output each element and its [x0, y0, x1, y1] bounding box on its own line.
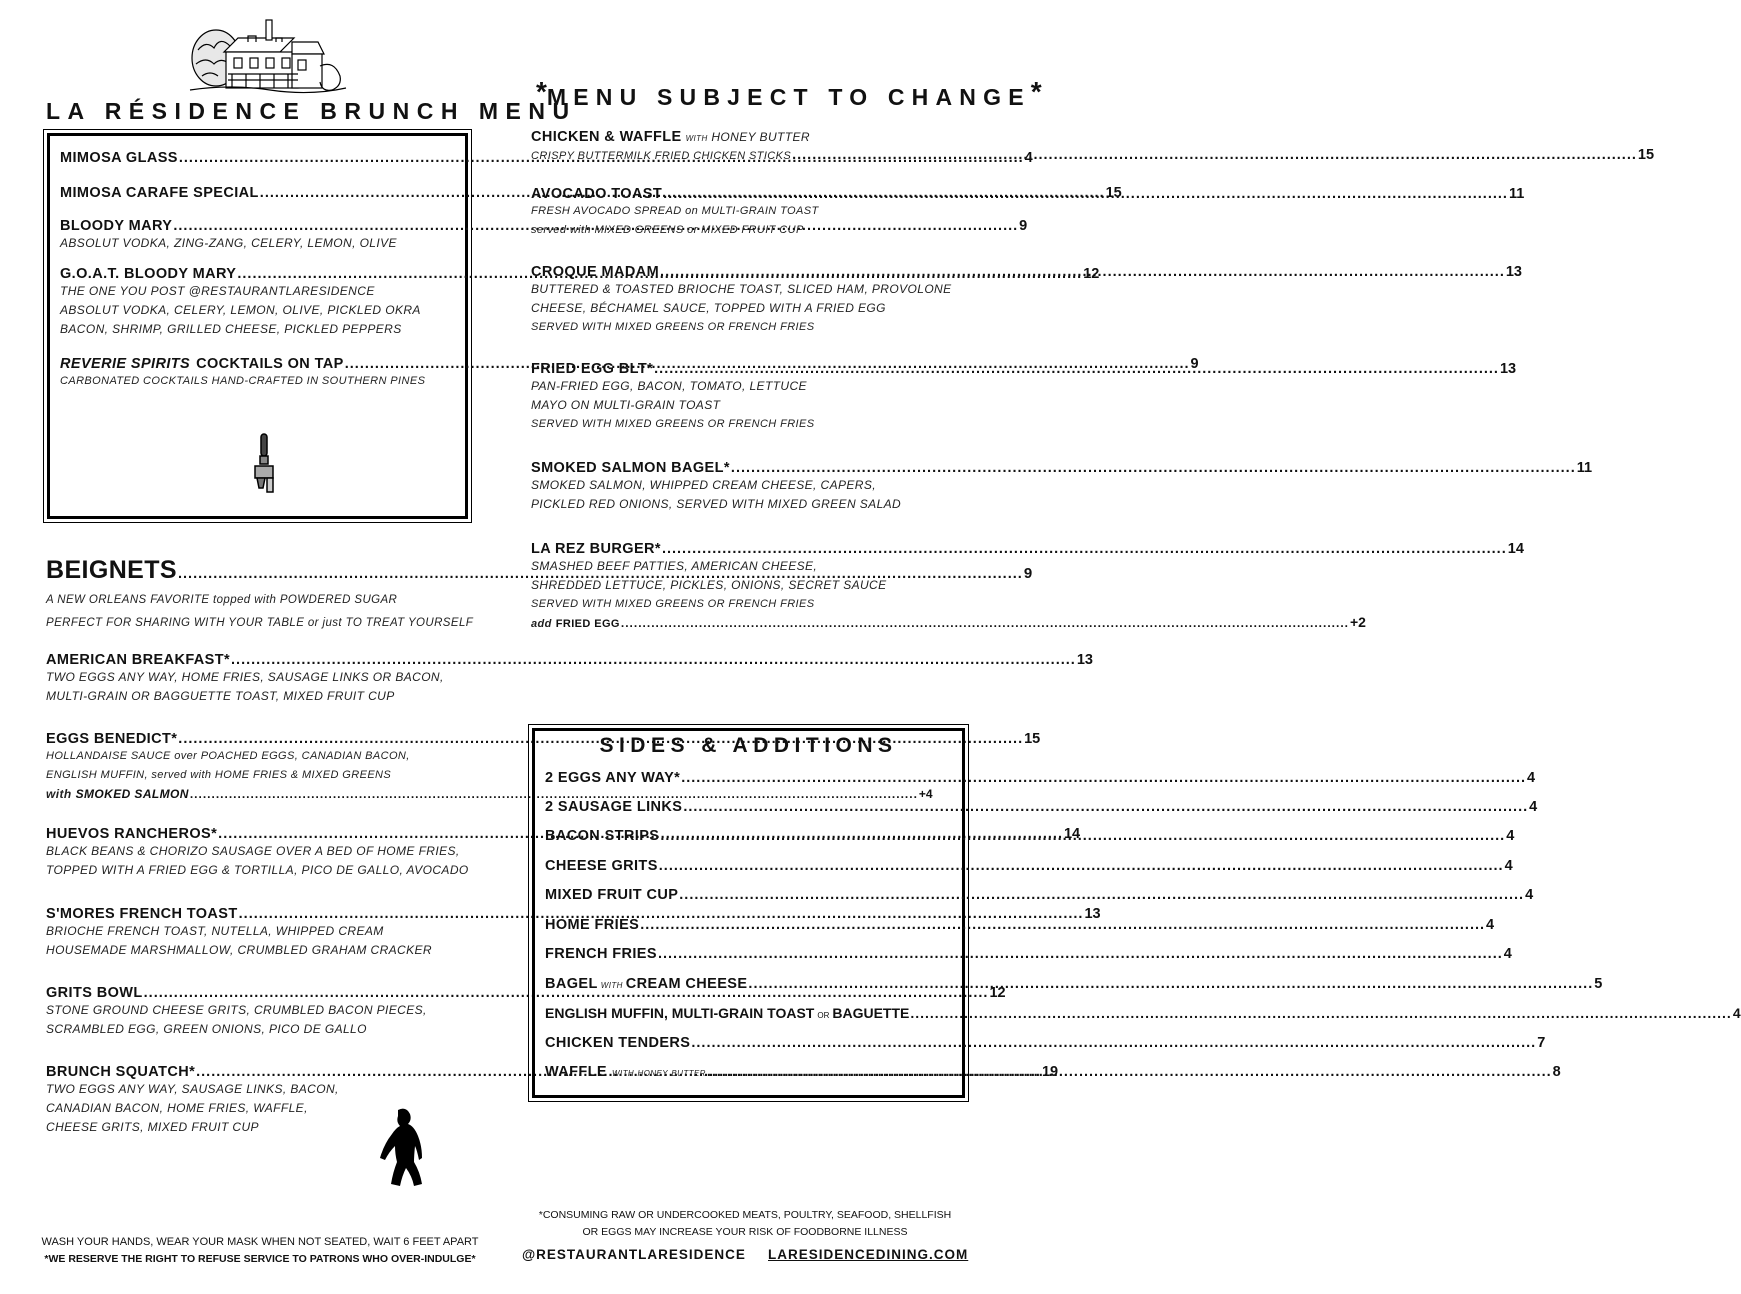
item-description: ABSOLUT VODKA, ZING-ZANG, CELERY, LEMON, OLIVE [60, 236, 397, 250]
item-name: AMERICAN BREAKFAST* [46, 652, 231, 668]
addon-name: FRIED EGG [555, 618, 620, 630]
item-description: TWO EGGS ANY WAY, SAUSAGE LINKS, BACON, [46, 1082, 339, 1096]
item-description: THE ONE YOU POST @RESTAURANTLARESIDENCE [60, 284, 375, 298]
side-name: ENGLISH MUFFIN, MULTI-GRAIN TOAST [545, 1005, 815, 1021]
leader-dots [910, 1005, 1731, 1021]
item-description: PERFECT FOR SHARING WITH YOUR TABLE or just TO TREAT YOURSELF [46, 617, 474, 629]
item-price: 14 [1063, 826, 1081, 842]
side-name: 2 EGGS ANY WAY* [545, 770, 681, 786]
menu-item [531, 128, 1655, 166]
item-name: BRUNCH SQUATCH* [46, 1064, 196, 1080]
footer-disclaimer-line: *CONSUMING RAW OR UNDERCOOKED MEATS, POULTRY, SEAFOOD, SHELLFISH [538, 1209, 952, 1221]
notice-star-right: * [1030, 76, 1042, 107]
item-name: BEIGNETS [46, 556, 177, 584]
menu-item [531, 361, 1517, 434]
leader-dots [663, 186, 1508, 202]
social-handle: @RESTAURANTLARESIDENCE [522, 1247, 746, 1262]
item-name: EGGS BENEDICT* [46, 731, 178, 747]
side-price: 4 [1732, 1005, 1741, 1021]
side-name-end: BAGUETTE [832, 1005, 910, 1021]
menu-item [531, 460, 1593, 514]
leader-dots [660, 264, 1505, 280]
side-price: 4 [1503, 946, 1512, 962]
side-item [545, 946, 1512, 962]
side-item [545, 1005, 1741, 1021]
item-description: TWO EGGS ANY WAY, HOME FRIES, SAUSAGE LINKS OR BACON, [46, 670, 444, 684]
side-price: 4 [1525, 887, 1534, 903]
item-description: PAN-FRIED EGG, BACON, TOMATO, LETTUCE [531, 379, 807, 393]
item-description: SCRAMBLED EGG, GREEN ONIONS, PICO DE GALLO [46, 1022, 367, 1036]
item-price: 11 [1508, 186, 1525, 202]
side-item [545, 887, 1534, 903]
item-price: 13 [1505, 264, 1522, 280]
side-price: 4 [1486, 917, 1495, 933]
item-description: SERVED WITH MIXED GREENS OR FRENCH FRIES [531, 598, 815, 610]
leader-dots [748, 976, 1593, 992]
menu-title: LA RÉSIDENCE BRUNCH MENU [46, 98, 577, 124]
footer-disclaimer [520, 1207, 970, 1241]
addon-price: +4 [918, 787, 933, 801]
menu-change-notice [536, 76, 1042, 111]
addon-name: SMOKED SALMON [75, 787, 189, 801]
item-description: CRISPY BUTTERMILK FRIED CHICKEN STICKS [531, 150, 792, 162]
footer-policy-line: *WE RESERVE THE RIGHT TO REFUSE SERVICE TO PATRONS WHO OVER-INDULGE* [44, 1253, 476, 1265]
side-price: 4 [1506, 828, 1515, 844]
leader-dots [621, 616, 1349, 630]
footer-policy-line: WASH YOUR HANDS, WEAR YOUR MASK WHEN NOT SEATED, WAIT 6 FEET APART [41, 1236, 479, 1248]
leader-dots [792, 147, 1637, 163]
item-price: 12 [989, 985, 1006, 1001]
item-name: BLOODY MARY [60, 218, 173, 234]
item-description: ABSOLUT VODKA, CELERY, LEMON, OLIVE, PICKLED OKRA [60, 303, 421, 317]
item-name: AVOCADO TOAST [531, 186, 663, 202]
side-name: BAGEL [545, 976, 598, 992]
item-name: CROQUE MADAM [531, 264, 660, 280]
item-description: SMASHED BEEF PATTIES, AMERICAN CHEESE, [531, 559, 818, 573]
menu-item [46, 652, 1093, 706]
item-price: 12 [1083, 266, 1100, 282]
addon-price: +2 [1349, 614, 1366, 630]
leader-dots [640, 917, 1485, 933]
item-description: BUTTERED & TOASTED BRIOCHE TOAST, SLICED HAM, PROVOLONE [531, 282, 952, 296]
item-description: BRIOCHE FRENCH TOAST, NUTELLA, WHIPPED CREAM [46, 924, 384, 938]
item-description: CHEESE GRITS, MIXED FRUIT CUP [46, 1120, 259, 1134]
item-price: 15 [1637, 147, 1655, 163]
item-description: CHEESE, BÉCHAMEL SAUCE, TOPPED WITH A FRIED EGG [531, 301, 886, 315]
item-price: 13 [1499, 361, 1517, 377]
item-price: 9 [1023, 565, 1033, 582]
leader-dots [654, 361, 1499, 377]
side-name: CHEESE GRITS [545, 858, 658, 874]
side-price: 4 [1504, 858, 1513, 874]
item-price: 15 [1024, 731, 1041, 747]
leader-dots [231, 652, 1076, 668]
website-link[interactable]: LARESIDENCEDINING.COM [768, 1247, 969, 1262]
side-price: 4 [1529, 799, 1538, 815]
item-name: S'MORES FRENCH TOAST [46, 906, 238, 922]
item-description: SHREDDED LETTUCE, PICKLES, ONIONS, SECRET SAUCE [531, 578, 887, 592]
item-description: MULTI-GRAIN OR BAGGUETTE TOAST, MIXED FRUIT CUP [46, 689, 395, 703]
menu-item [531, 541, 1524, 634]
bigfoot-icon [368, 1106, 438, 1194]
item-description: SMOKED SALMON, WHIPPED CREAM CHEESE, CAPERS, [531, 478, 876, 492]
side-item [545, 858, 1513, 874]
footer-policy [40, 1234, 480, 1268]
item-price: 13 [1084, 906, 1101, 922]
leader-dots [659, 858, 1504, 874]
side-price: 8 [1552, 1064, 1561, 1080]
item-description: SERVED WITH MIXED GREENS OR FRENCH FRIES [531, 418, 815, 430]
side-name: WAFFLE [545, 1064, 608, 1080]
item-name: SMOKED SALMON BAGEL* [531, 460, 730, 476]
side-item [545, 770, 1536, 786]
item-description: MAYO ON MULTI-GRAIN TOAST [531, 398, 721, 412]
notice-star-left: * [536, 76, 547, 107]
item-price: 9 [1019, 218, 1028, 234]
side-item [545, 917, 1495, 933]
side-price: 4 [1527, 770, 1536, 786]
item-name: MIMOSA GLASS [60, 150, 178, 166]
item-description: TOPPED WITH A FRIED EGG & TORTILLA, PICO DE GALLO, AVOCADO [46, 863, 469, 877]
item-name: GRITS BOWL [46, 985, 143, 1001]
side-name-end: CREAM CHEESE [625, 976, 748, 992]
leader-dots [660, 828, 1505, 844]
addon-prefix: with [46, 787, 72, 801]
beer-tap-icon [252, 432, 276, 498]
item-description: HOLLANDAISE SAUCE over POACHED EGGS, CANADIAN BACON, [46, 750, 410, 762]
side-name: MIXED FRUIT CUP [545, 887, 679, 903]
side-name: HOME FRIES [545, 917, 640, 933]
item-price: 14 [1507, 541, 1524, 557]
item-description: FRESH AVOCADO SPREAD on MULTI-GRAIN TOAST [531, 205, 819, 217]
leader-dots [691, 1035, 1536, 1051]
leader-dots [679, 887, 1524, 903]
side-name: CHICKEN TENDERS [545, 1035, 691, 1051]
side-name: FRENCH FRIES [545, 946, 657, 962]
side-price: 7 [1537, 1035, 1546, 1051]
item-description: BLACK BEANS & CHORIZO SAUSAGE OVER A BED OF HOME FRIES, [46, 844, 460, 858]
item-description: HOUSEMADE MARSHMALLOW, CRUMBLED GRAHAM CRACKER [46, 943, 432, 957]
footer-disclaimer-line: OR EGGS MAY INCREASE YOUR RISK OF FOODBORNE ILLNESS [582, 1226, 908, 1238]
item-name: HUEVOS RANCHEROS* [46, 826, 218, 842]
house-illustration [188, 14, 348, 98]
item-price: 15 [1105, 185, 1122, 201]
leader-dots [658, 946, 1503, 962]
side-name: 2 SAUSAGE LINKS [545, 799, 683, 815]
side-item [545, 1035, 1546, 1051]
item-name: G.O.A.T. BLOODY MARY [60, 266, 237, 282]
item-description: BACON, SHRIMP, GRILLED CHEESE, PICKLED PEPPERS [60, 322, 402, 336]
sides-title: SIDES & ADDITIONS [599, 734, 898, 757]
leader-dots [681, 770, 1526, 786]
item-description: CARBONATED COCKTAILS HAND-CRAFTED IN SOUTHERN PINES [60, 375, 426, 387]
item-price: 4 [1024, 150, 1033, 166]
item-description: STONE GROUND CHEESE GRITS, CRUMBLED BACON PIECES, [46, 1003, 427, 1017]
item-price: 9 [1190, 356, 1199, 372]
leader-dots [707, 1064, 1552, 1080]
addon-prefix: add [531, 618, 552, 630]
item-price: 13 [1076, 652, 1093, 668]
item-description: ENGLISH MUFFIN, served with HOME FRIES & MIXED GREENS [46, 769, 392, 781]
item-name: MIMOSA CARAFE SPECIAL [60, 185, 259, 201]
item-name: FRIED EGG BLT* [531, 361, 654, 377]
item-name-suffix: with HONEY BUTTER [685, 130, 810, 144]
notice-text: MENU SUBJECT TO CHANGE [546, 84, 1031, 110]
side-name: BACON STRIPS [545, 828, 660, 844]
item-price: 19 [1041, 1064, 1059, 1080]
item-description: SERVED WITH MIXED GREENS OR FRENCH FRIES [531, 321, 815, 333]
item-description: A NEW ORLEANS FAVORITE topped with POWDERED SUGAR [46, 594, 398, 606]
item-price: 11 [1576, 460, 1593, 476]
item-description: CANADIAN BACON, HOME FRIES, WAFFLE, [46, 1101, 308, 1115]
item-name: CHICKEN & WAFFLE [531, 129, 682, 145]
side-name-mid: with [600, 979, 623, 991]
item-name: LA REZ BURGER* [531, 541, 661, 557]
side-name-mid: or [817, 1009, 830, 1021]
side-name-mid: with honey butter [612, 1067, 706, 1079]
leader-dots [731, 460, 1576, 476]
side-price: 5 [1594, 976, 1603, 992]
item-description: PICKLED RED ONIONS, SERVED WITH MIXED GREEN SALAD [531, 497, 902, 511]
item-name: COCKTAILS ON TAP [196, 356, 344, 372]
leader-dots [662, 541, 1507, 557]
side-item [545, 799, 1538, 815]
item-name-brand: REVERIE SPIRITS [60, 356, 191, 372]
leader-dots [683, 799, 1528, 815]
item-description: served with MIXED GREENS or MIXED FRUIT CUP [531, 224, 804, 236]
